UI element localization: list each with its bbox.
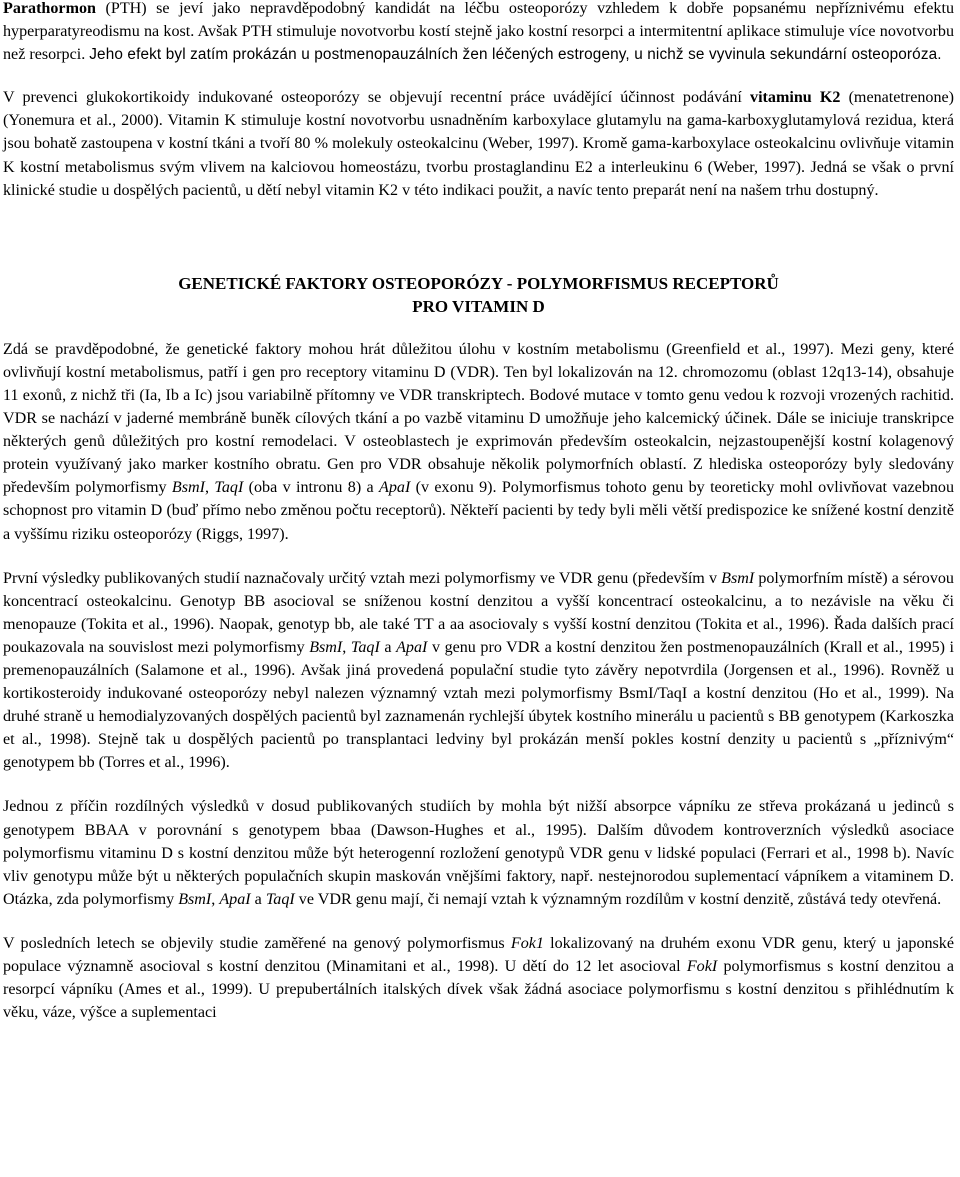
- bold-text-run: Parathormon: [3, 0, 96, 17]
- text-run: polymorfním místě) a sérovou koncentrací osteokalcinu. Genotyp BB asocioval se sníženou kostní denzitou a vyšší koncentrací osteokalcinu, a to nezávisle na věku či menopauze (Tokita et al., 1996). Naopak, genotyp bb, ale také TT a aa asociovaly s vyšší kostní denzitou (Tokita et al., 1996). Řada dalších prací poukazovala na souvislost mezi polymorfismy: [3, 569, 954, 656]
- text-run: (PTH) se jeví jako nepravděpodobný kandidát na léčbu osteoporózy vzhledem k dobře popsanému nepříznivému efektu hyperparatyreodismu na kost. Avšak PTH stimuluje novotvorbu kostí stejně jako kostní resorpci a intermitentní aplikace stimuluje více novotvorbu než resorpci.: [3, 0, 954, 64]
- italic-text-run: BsmI: [178, 890, 212, 908]
- italic-text-run: ApaI: [379, 479, 411, 497]
- section-heading: [3, 272, 954, 318]
- text-run: a: [250, 890, 266, 908]
- text-run: a: [379, 638, 397, 656]
- text-run: Jeho efekt byl zatím prokázán u postmenopauzálních žen léčených estrogeny, u nichž se vyvinula sekundární osteoporóza.: [89, 46, 942, 64]
- italic-text-run: ApaI: [396, 638, 428, 656]
- section-heading-line-1: GENETICKÉ FAKTORY OSTEOPORÓZY - POLYMORFISMUS RECEPTORŮ: [178, 273, 779, 293]
- text-run: ve VDR genu mají, či nemají vztah k významným rozdílům v kostní denzitě, zůstává tedy otevřená.: [294, 890, 942, 908]
- text-run: ,: [211, 890, 220, 908]
- italic-text-run: ApaI: [219, 890, 251, 908]
- paragraph-fok1-polymorphism: [3, 932, 954, 1024]
- text-run: V prevenci glukokortikoidy indukované osteoporózy se objevují recentní práce uvádějící účinnost podávání: [3, 89, 751, 107]
- text-run: v genu pro VDR a kostní denzitou žen postmenopauzálních (Krall et al., 1995) i premenopauzálních (Salamone et al., 1996). Avšak jiná provedená populační studie tyto závěry nepotvrdila (Jorgensen et al., 1996). Rovněž u kortikosteroidy indukované osteoporózy nebyl nalezen významný vztah mezi polymorfismy BsmI/TaqI a kostní denzitou (Ho et al., 1999). Na druhé straně u hemodialyzovaných dospělých pacientů byl zaznamenán rychlejší úbytek kostního minerálu u pacientů s BB genotypem (Karkoszka et al., 1998). Stejně tak u dospělých pacientů po transplantaci ledviny byl prokázán menší pokles kostní denzity u pacientů s „příznivým“ genotypem bb (Torres et al., 1996).: [3, 638, 955, 772]
- text-run: (oba v intronu 8) a: [243, 479, 380, 497]
- text-run: ,: [205, 479, 215, 497]
- text-run: Zdá se pravděpodobné, že genetické faktory mohou hrát důležitou úlohu v kostním metabolismu (Greenfield et al., 1997). Mezi geny, které ovlivňují kostní metabolismus, patří i gen pro receptory vitaminu D (VDR). Ten byl lokalizován na 12. chromozomu (oblast 12q13-14), obsahuje 11 exonů, z nichž tři (Ia, Ib a Ic) jsou variabilně přítomny ve VDR transkriptech. Bodové mutace v tomto genu vedou k rozvoji vrozených rachitid. VDR se nachází v jaderné membráně buněk cílových tkání a po vazbě vitaminu D umožňuje jeho kalcemický účinek. Dále se iniciuje transkripce některých genů důležitých pro kostní remodelaci. V osteoblastech je exprimován především osteokalcin, nejzastoupenější kostní kolagenový protein využívaný jako marker kostního obratu. Gen pro VDR obsahuje několik polymorfních oblastí. Z hlediska osteoporózy byly sledovány především polymorfismy: [3, 340, 954, 497]
- italic-text-run: TaqI: [214, 479, 244, 497]
- text-run: ,: [342, 638, 351, 656]
- paragraph-calcium-absorption: [3, 795, 954, 910]
- italic-text-run: BsmI: [309, 638, 343, 656]
- italic-text-run: TaqI: [265, 890, 295, 908]
- text-run: lokalizovaný na druhém exonu VDR genu, který u japonské populace významně asocioval s kostní denzitou (Minamitani et al., 1998). U dětí do 12 let asocioval: [3, 934, 954, 975]
- paragraph-first-results: [3, 567, 954, 775]
- paragraph-vitamin-k2: [3, 86, 954, 201]
- italic-text-run: BsmI: [171, 479, 205, 497]
- italic-text-run: TaqI: [350, 638, 380, 656]
- text-run: V posledních letech se objevily studie zaměřené na genový polymorfismus: [3, 934, 511, 952]
- text-run: Jednou z příčin rozdílných výsledků v dosud publikovaných studiích by mohla být nižší absorpce vápníku ze střeva prokázaná u jedinců s genotypem BBAA v porovnání s genotypem bbaa (Dawson-Hughes et al., 1995). Dalším důvodem kontroverzních výsledků asociace polymorfismu vitaminu D s kostní denzitou může být heterogenní rozložení genotypů VDR genu v lidské populaci (Ferrari et al., 1998 b). Navíc vliv genotypu může být u některých populačních skupin maskován vnějšími faktory, např. nestejnorodou suplementací vápníkem a vitaminem D. Otázka, zda polymorfismy: [3, 798, 954, 908]
- text-run: polymorfismus s kostní denzitou a resorpcí vápníku (Ames et al., 1999). U prepubertálních italských dívek však žádná asociace polymorfismu s kostní denzitou s přihlédnutím k věku, váze, výšce a suplementaci: [3, 958, 954, 1022]
- italic-text-run: Fok1: [510, 934, 544, 952]
- italic-text-run: FokI: [686, 958, 718, 975]
- text-run: (v exonu 9). Polymorfismus tohoto genu by teoreticky mohl ovlivňovat vazebnou schopnost pro vitamin D (buď přímo nebo změnou počtu receptorů). Někteří pacienti by tedy byli měli větší predispozice ke snížené kostní denzitě a vyššímu riziku osteoporózy (Riggs, 1997).: [3, 479, 955, 543]
- paragraph-genetic-factors: [3, 338, 954, 546]
- paragraph-pth: [3, 0, 954, 66]
- bold-text-run: vitaminu K2: [750, 89, 841, 107]
- italic-text-run: BsmI: [721, 569, 755, 587]
- section-heading-line-2: PRO VITAMIN D: [412, 296, 545, 316]
- text-run: První výsledky publikovaných studií naznačovaly určitý vztah mezi polymorfismy ve VDR genu (především v: [3, 569, 722, 587]
- text-run: (menatetrenone) (Yonemura et al., 2000). Vitamin K stimuluje kostní novotvorbu usnadněním karboxylace glutamylu na gama-karboxyglutamylová rezidua, která jsou bohatě zastoupena v kostní tkáni a tvoří 80 % molekuly osteokalcinu (Weber, 1997). Kromě gama-karboxylace osteokalcinu ovlivňuje vitamin K kostní metabolismus svým vlivem na kalciovou homeostázu, tvorbu prostaglandinu E2 a interleukinu 6 (Weber, 1997). Jedná se však o první klinické studie u dospělých pacientů, u dětí nebyl vitamin K2 v této indikaci použit, a navíc tento preparát není na našem trhu dostupný.: [3, 89, 955, 199]
